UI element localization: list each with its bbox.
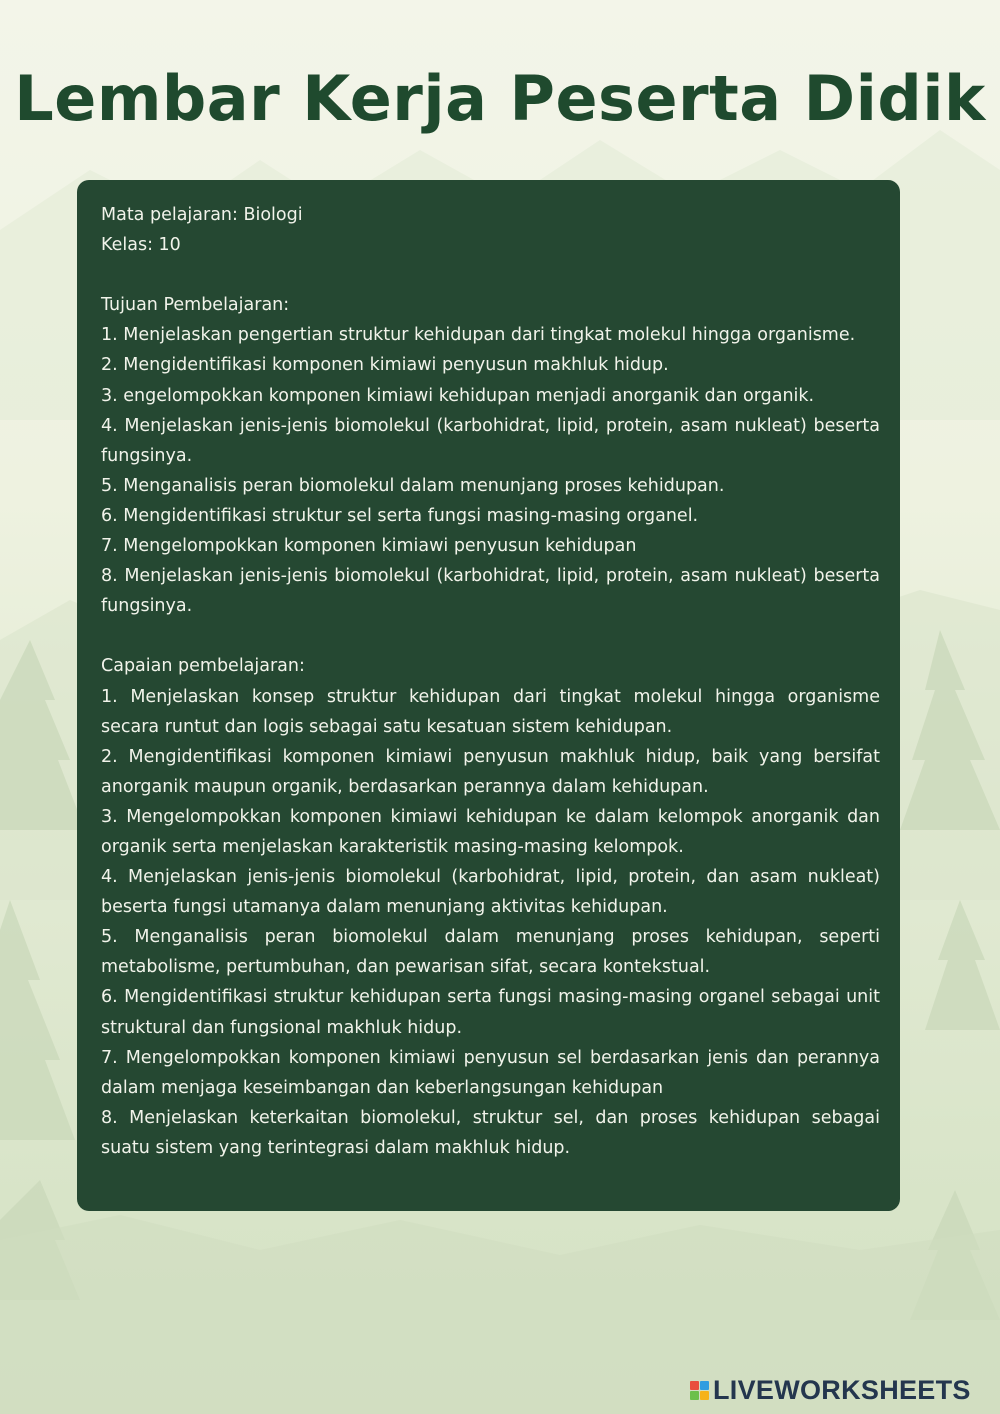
- section-spacer: [101, 621, 880, 651]
- outcome-item: 8. Menjelaskan keterkaitan biomolekul, struktur sel, dan proses kehidupan sebagai suatu sistem yang terintegrasi dalam makhluk hidup.: [101, 1107, 880, 1158]
- outcome-item: 5. Menganalisis peran biomolekul dalam menunjang proses kehidupan, seperti metabolisme, pertumbuhan, dan pewarisan sifat, secara kontekstual.: [101, 927, 880, 978]
- objectives-heading: Tujuan Pembelajaran:: [101, 295, 290, 316]
- outcome-item: 6. Mengidentifikasi struktur kehidupan serta fungsi masing-masing organel sebagai unit struktural dan fungsional makhluk hidup.: [101, 987, 880, 1038]
- objective-item: 7. Mengelompokkan komponen kimiawi penyusun kehidupan: [101, 536, 637, 557]
- liveworksheets-logo[interactable]: [690, 1375, 971, 1405]
- logo-block-yellow: [700, 1391, 709, 1400]
- outcomes-heading: Capaian pembelajaran:: [101, 656, 305, 677]
- outcome-item: 4. Menjelaskan jenis-jenis biomolekul (karbohidrat, lipid, protein, dan asam nukleat) beserta fungsi utamanya dalam menunjang aktivitas kehidupan.: [101, 867, 880, 918]
- grade-label: Kelas: 10: [101, 235, 181, 256]
- objective-item: 4. Menjelaskan jenis-jenis biomolekul (karbohidrat, lipid, protein, asam nukleat) beserta fungsinya.: [101, 415, 880, 466]
- logo-block-blue: [700, 1381, 709, 1390]
- objective-item: 6. Mengidentifikasi struktur sel serta fungsi masing-masing organel.: [101, 505, 699, 526]
- objective-item: 2. Mengidentifikasi komponen kimiawi penyusun makhluk hidup.: [101, 355, 669, 376]
- outcomes-list: [101, 682, 880, 1164]
- outcome-item: 7. Mengelompokkan komponen kimiawi penyusun sel berdasarkan jenis dan perannya dalam menjaga keseimbangan dan keberlangsungan kehidupan: [101, 1047, 880, 1098]
- subject-label: Mata pelajaran: Biologi: [101, 205, 303, 225]
- objectives-list: [101, 320, 880, 621]
- logo-text: LIVEWORKSHEETS: [713, 1374, 971, 1405]
- objective-item: 5. Menganalisis peran biomolekul dalam menunjang proses kehidupan.: [101, 475, 725, 496]
- outcome-item: 1. Menjelaskan konsep struktur kehidupan dari tingkat molekul hingga organisme secara runtut dan logis sebagai satu kesatuan sistem kehidupan.: [101, 686, 880, 737]
- objective-item: 3. engelompokkan komponen kimiawi kehidupan menjadi anorganik dan organik.: [101, 385, 815, 406]
- outcome-item: 3. Mengelompokkan komponen kimiawi kehidupan ke dalam kelompok anorganik dan organik serta menjelaskan karakteristik masing-masing kelompok.: [101, 806, 880, 857]
- liveworksheets-logo-icon: [690, 1381, 709, 1400]
- logo-block-green: [690, 1391, 699, 1400]
- objective-item: 1. Menjelaskan pengertian struktur kehidupan dari tingkat molekul hingga organisme.: [101, 325, 856, 346]
- objective-item: 8. Menjelaskan jenis-jenis biomolekul (karbohidrat, lipid, protein, asam nukleat) beserta fungsinya.: [101, 566, 880, 617]
- content-card: [77, 180, 900, 1211]
- logo-block-red: [690, 1381, 699, 1390]
- page-title: Lembar Kerja Peserta Didik: [14, 62, 986, 135]
- section-spacer: [101, 260, 880, 290]
- outcome-item: 2. Mengidentifikasi komponen kimiawi penyusun makhluk hidup, baik yang bersifat anorganik maupun organik, berdasarkan perannya dalam kehidupan.: [101, 746, 880, 797]
